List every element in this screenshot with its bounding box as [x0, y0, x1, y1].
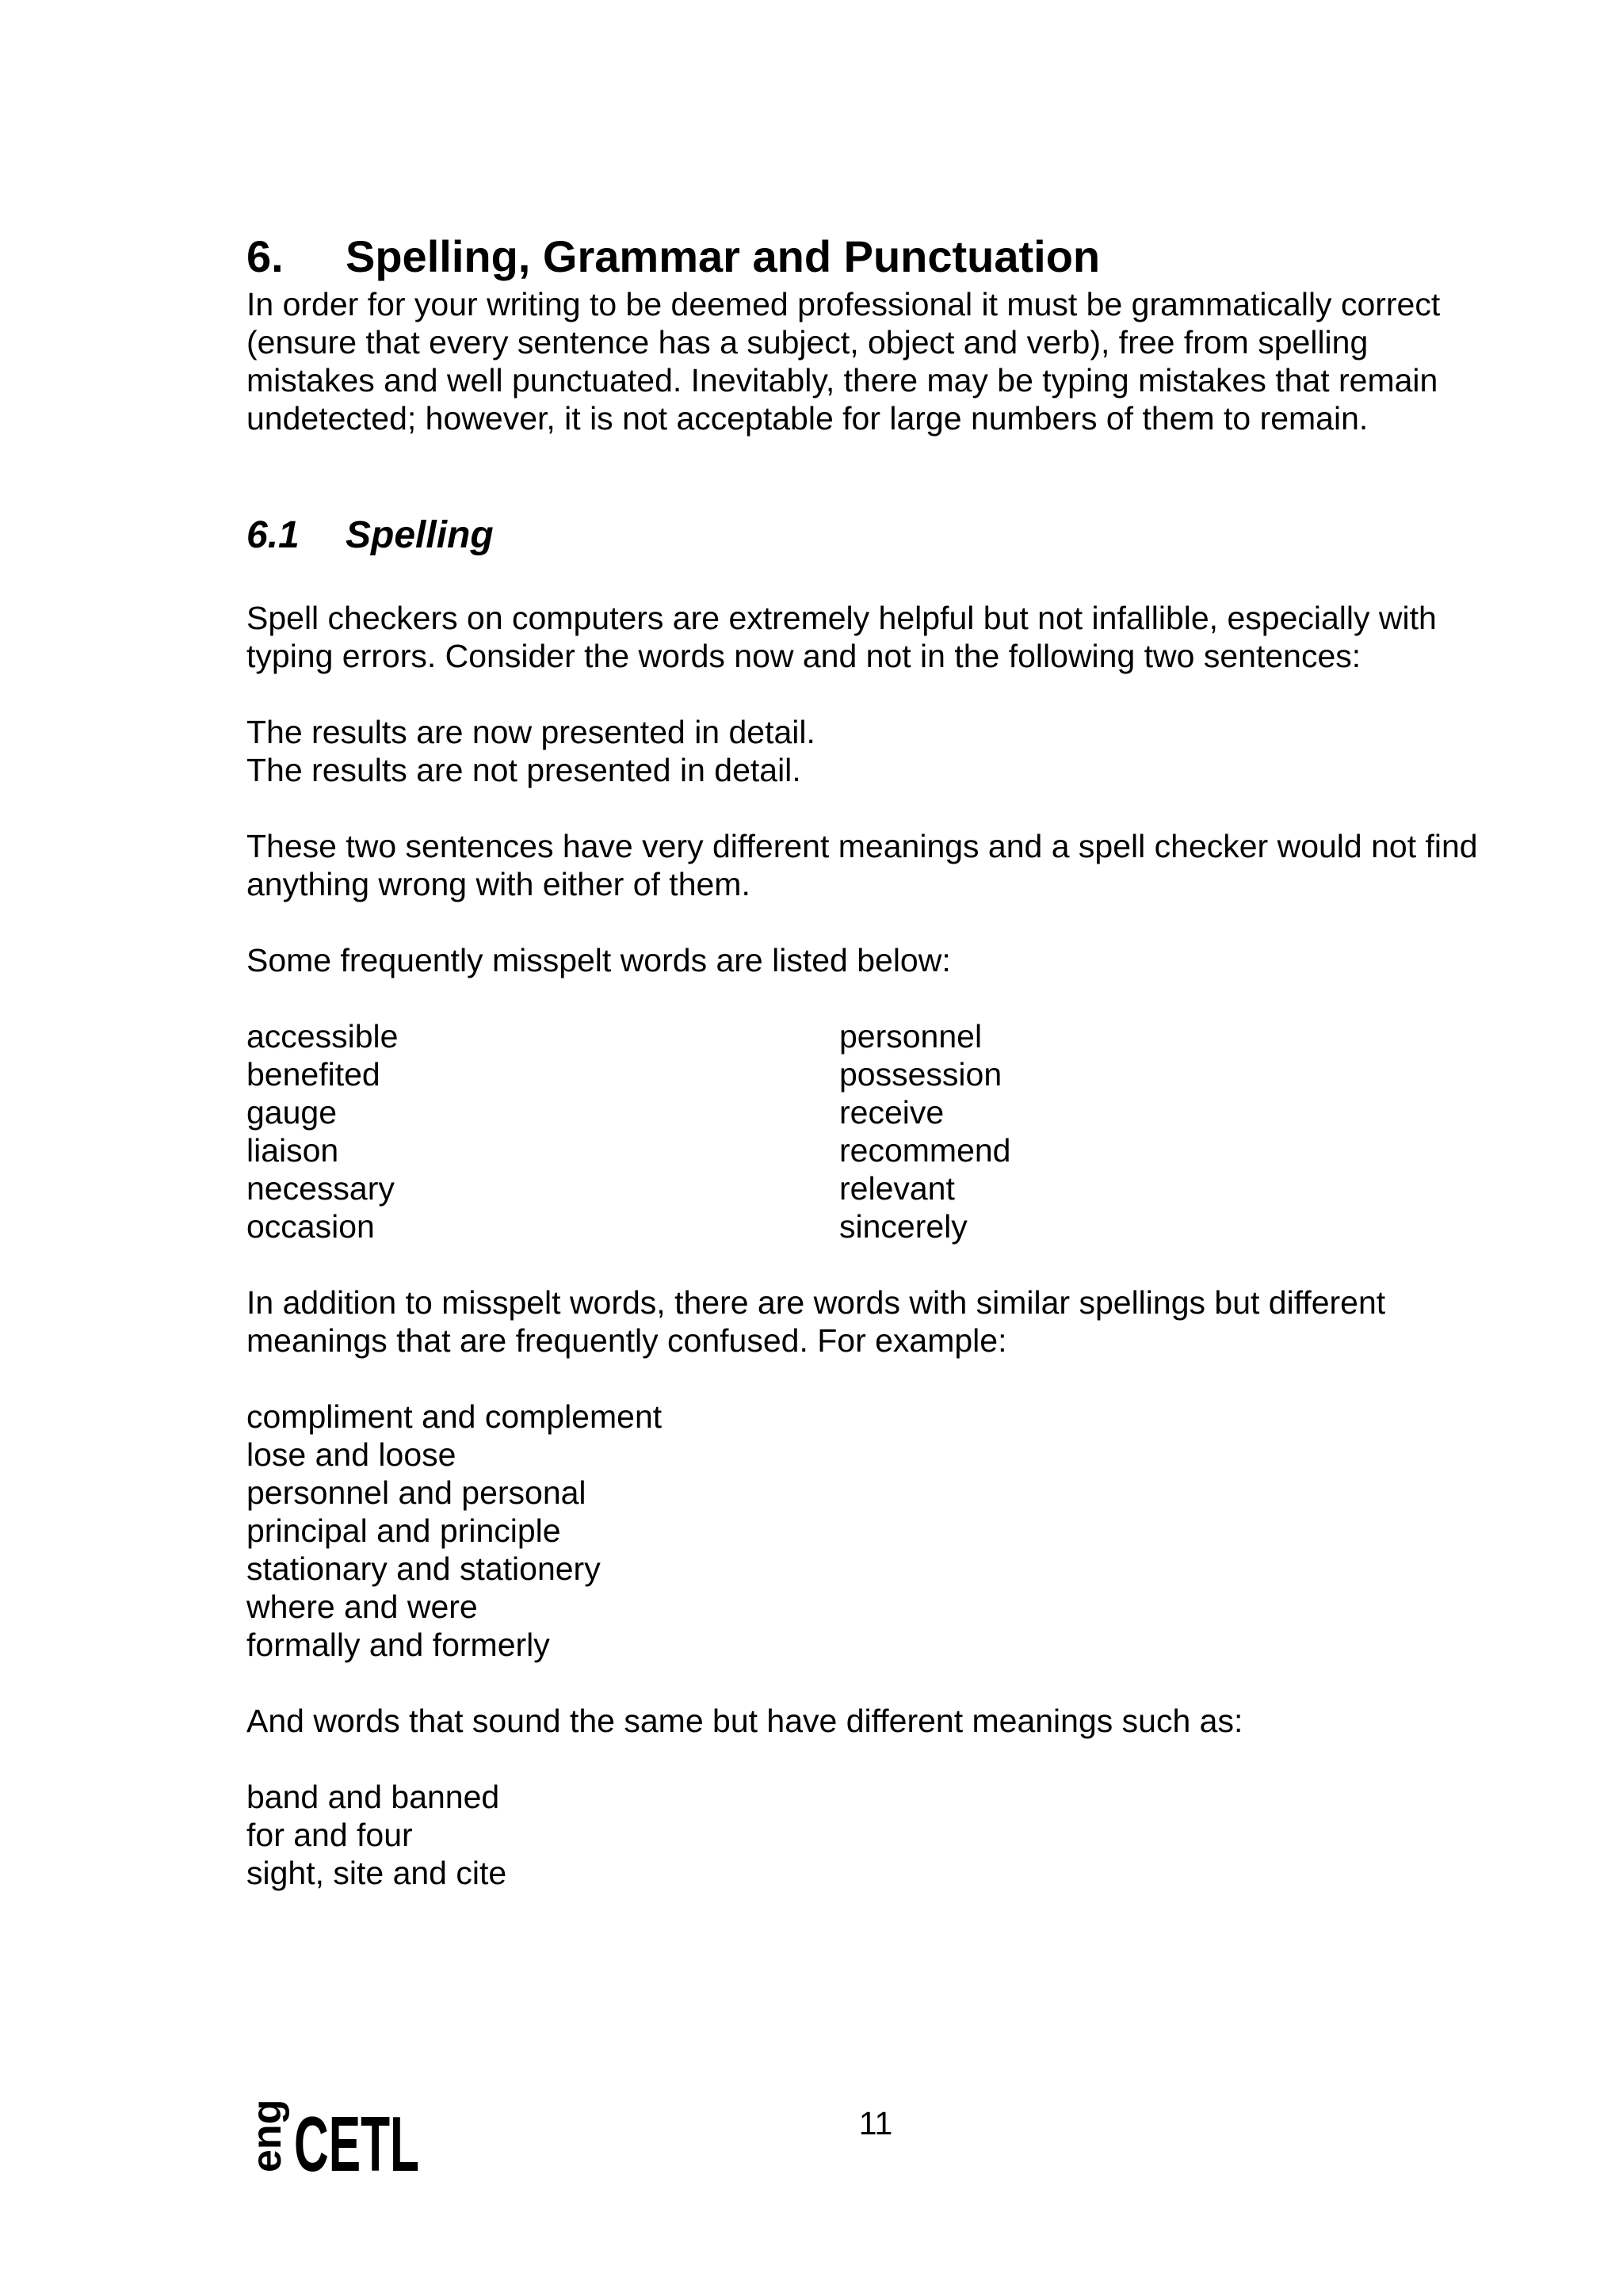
subsection-number: 6.1 [246, 514, 300, 556]
list-item: personnel and personal [246, 1474, 586, 1511]
section-number: 6. [246, 231, 284, 281]
confused-pairs-list [246, 1398, 1514, 1664]
paragraph-line: anything wrong with either of them. [246, 866, 750, 902]
subsection-heading [246, 512, 1514, 559]
paragraph-line: meanings that are frequently confused. For example: [246, 1322, 1007, 1359]
list-item: compliment and complement [246, 1398, 663, 1435]
section-heading [246, 228, 1514, 285]
page-number: 11 [858, 2105, 893, 2142]
list-item: recommend [839, 1132, 1011, 1169]
misspelt-words-left-column [246, 1017, 398, 1245]
list-item: lose and loose [246, 1436, 456, 1473]
meanings-paragraph [246, 827, 1514, 903]
misspelt-words-right-column [839, 1017, 1010, 1245]
list-item: benefited [246, 1056, 380, 1093]
list-item: principal and principle [246, 1512, 561, 1549]
list-item: where and were [246, 1589, 478, 1625]
list-item: possession [839, 1056, 1002, 1093]
list-item: sincerely [839, 1208, 968, 1245]
paragraph-line: In addition to misspelt words, there are words with similar spellings but different [246, 1284, 1386, 1321]
list-item: accessible [246, 1018, 399, 1055]
homophones-list [246, 1778, 1514, 1892]
list-item: formally and formerly [246, 1627, 550, 1663]
engcetl-logo [243, 2099, 421, 2187]
intro-line: undetected; however, it is not acceptable for large numbers of them to remain. [246, 400, 1369, 437]
list-item: stationary and stationery [246, 1550, 601, 1587]
list-item: personnel [839, 1018, 983, 1055]
example-sentences [246, 713, 1514, 789]
paragraph-line: Spell checkers on computers are extremely helpful but not infallible, especially with [246, 600, 1437, 636]
subsection-title: Spelling [346, 514, 494, 556]
paragraph-line: These two sentences have very different meanings and a spell checker would not find [246, 828, 1478, 864]
paragraph-line: Some frequently misspelt words are listed below: [246, 942, 951, 978]
spell-checker-paragraph [246, 599, 1514, 675]
section-title: Spelling, Grammar and Punctuation [346, 231, 1101, 281]
paragraph-line: And words that sound the same but have different meanings such as: [246, 1703, 1243, 1739]
misspelt-intro [246, 941, 1514, 979]
list-item: liaison [246, 1132, 339, 1169]
intro-paragraph [246, 285, 1514, 437]
example-sentence: The results are now presented in detail. [246, 714, 815, 750]
paragraph-line: typing errors. Consider the words now and not in the following two sentences: [246, 638, 1361, 674]
list-item: occasion [246, 1208, 375, 1245]
similar-spellings-paragraph [246, 1283, 1514, 1360]
list-item: for and four [246, 1817, 413, 1853]
example-sentence: The results are not presented in detail. [246, 752, 801, 788]
homophones-intro [246, 1702, 1514, 1740]
misspelt-words-list [246, 1017, 1514, 1245]
intro-line: (ensure that every sentence has a subject, object and verb), free from spelling [246, 324, 1369, 360]
list-item: necessary [246, 1170, 395, 1207]
intro-line: mistakes and well punctuated. Inevitably, there may be typing mistakes that remain [246, 362, 1438, 399]
list-item: receive [839, 1094, 945, 1131]
svg-text:eng: eng [243, 2099, 290, 2172]
list-item: relevant [839, 1170, 955, 1207]
svg-text:CETL: CETL [294, 2100, 419, 2187]
list-item: band and banned [246, 1779, 500, 1815]
list-item: gauge [246, 1094, 338, 1131]
intro-line: In order for your writing to be deemed professional it must be grammatically correct [246, 286, 1441, 322]
page-content [246, 228, 1514, 1892]
list-item: sight, site and cite [246, 1855, 507, 1891]
